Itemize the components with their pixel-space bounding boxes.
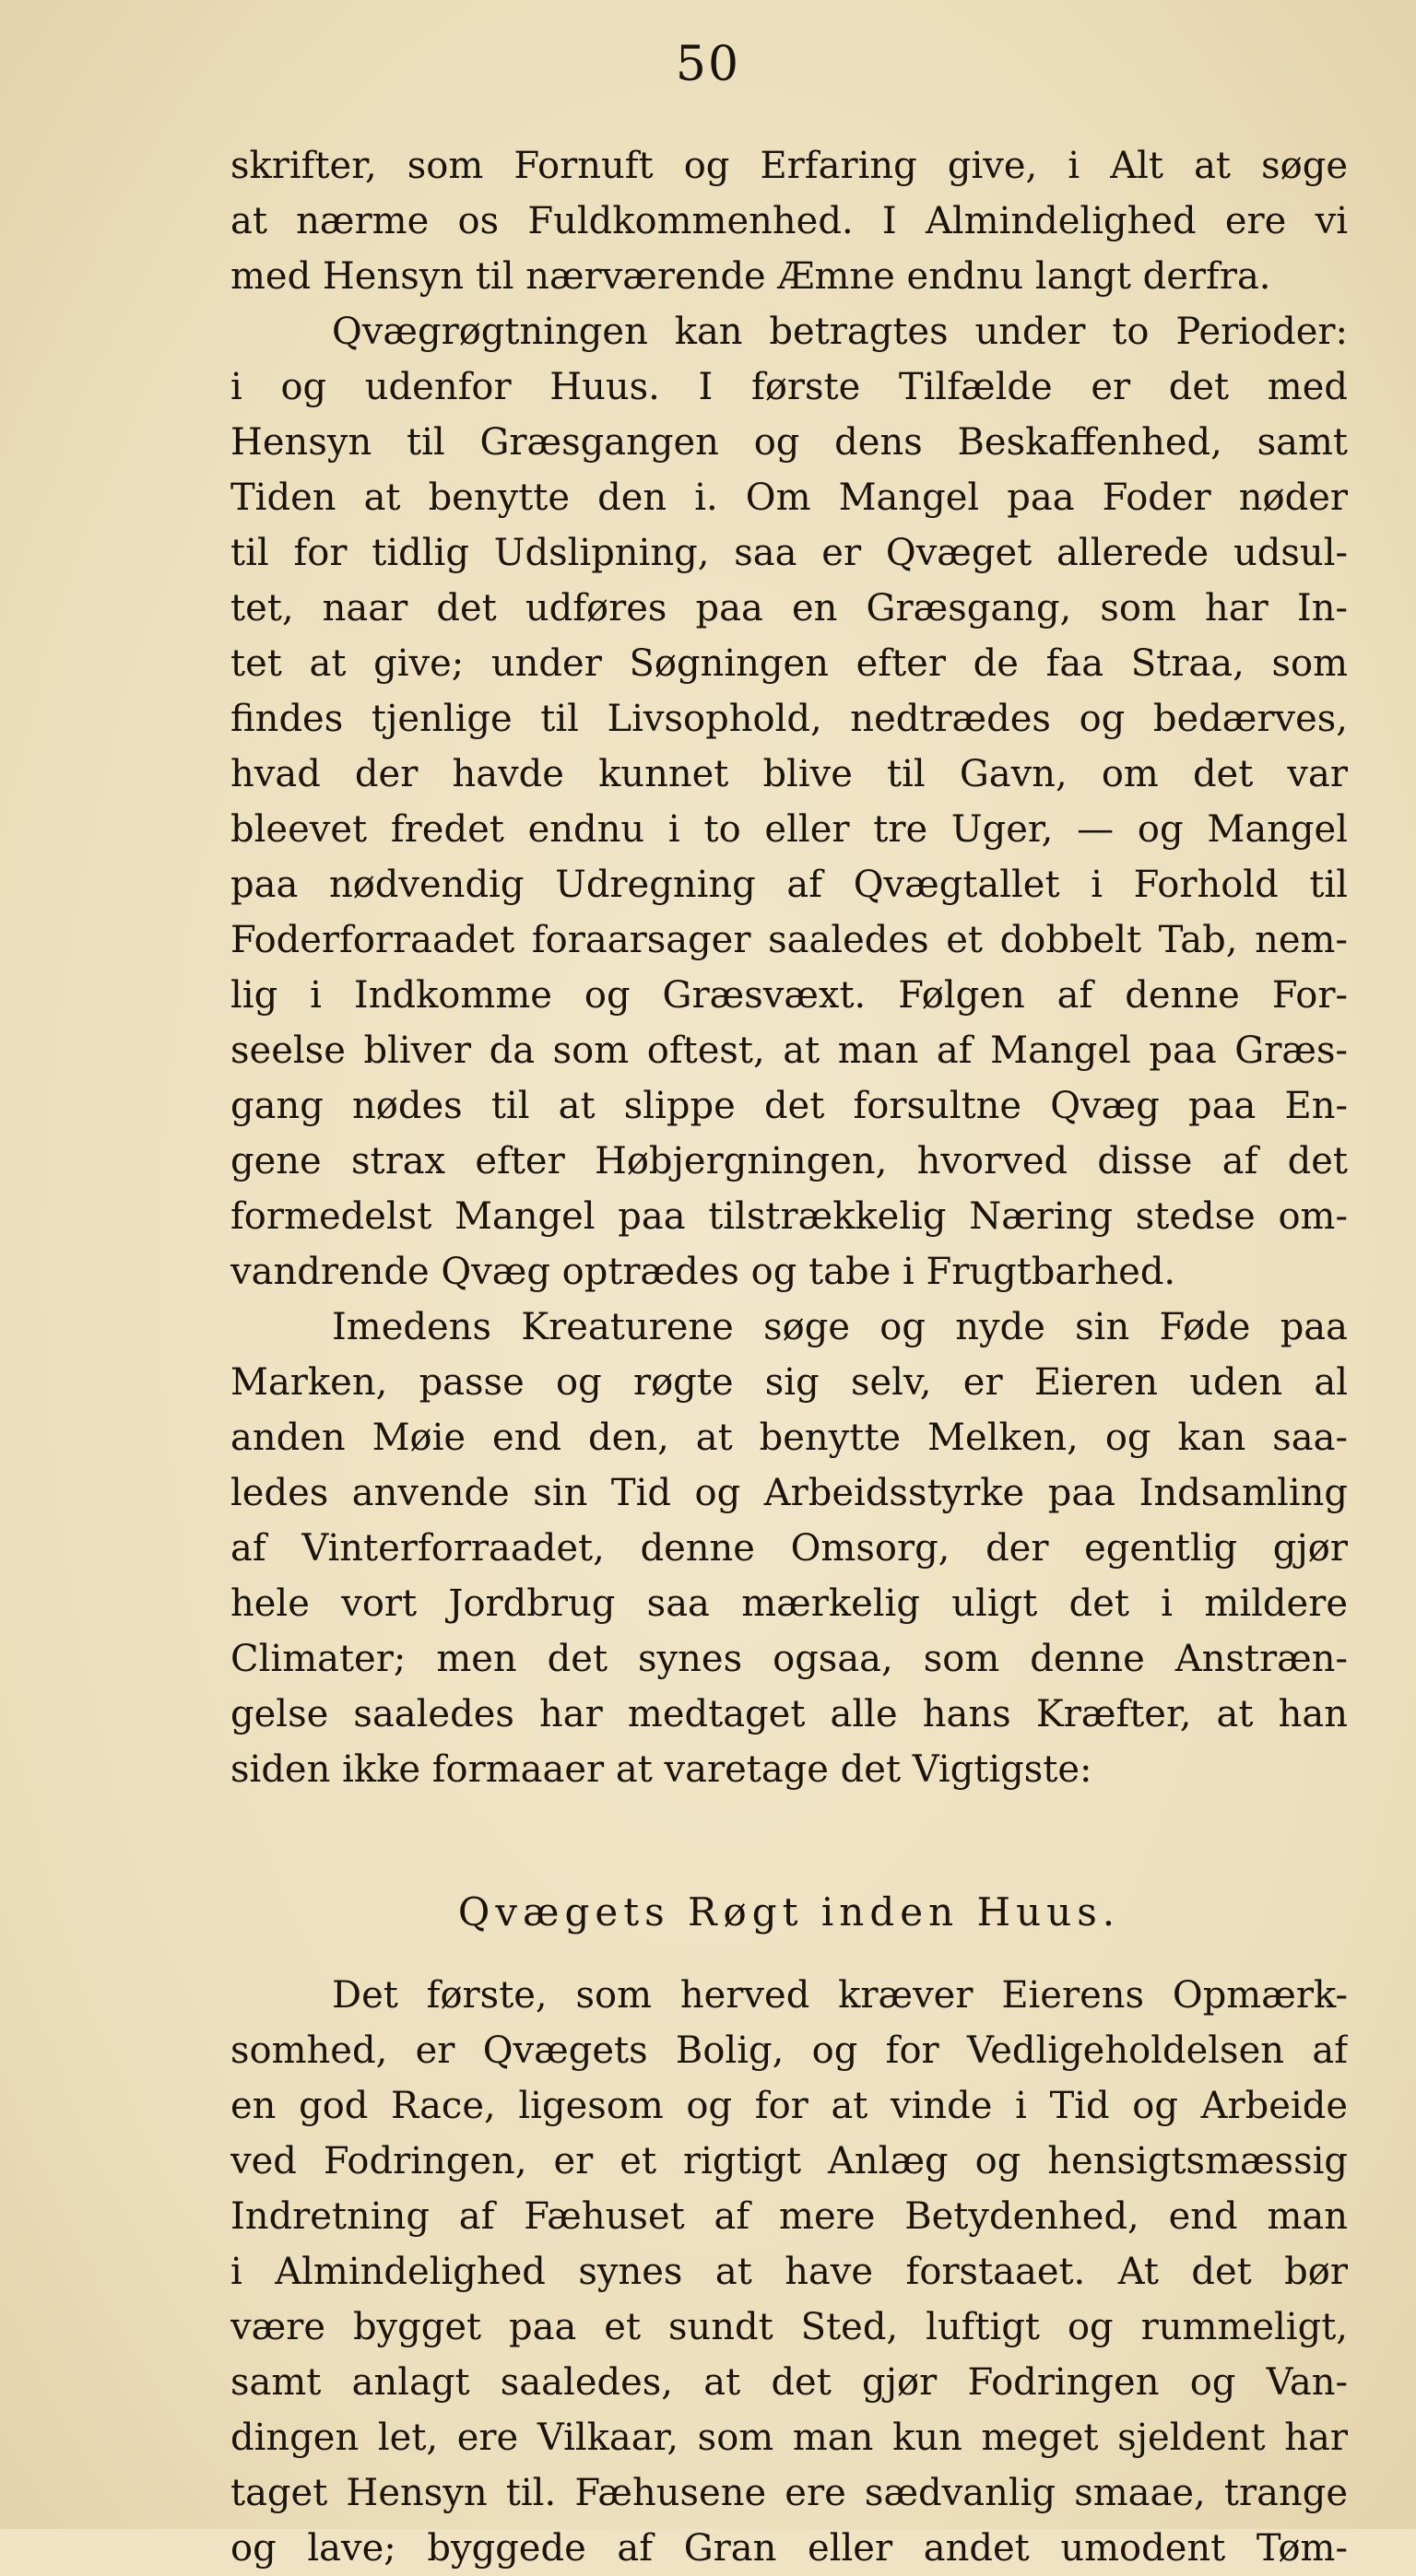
text-line: findes tjenlige til Livsophold, nedtrædes og bedærves,	[230, 698, 1348, 740]
section-heading: Qvægets Røgt inden Huus.	[457, 1889, 1121, 1935]
text-line: Hensyn til Græsgangen og dens Beskaffenhed, samt	[230, 421, 1348, 464]
text-line: Indretning af Fæhuset af mere Betydenhed, end man	[230, 2195, 1348, 2238]
text-line: samt anlagt saaledes, at det gjør Fodringen og Van-	[230, 2361, 1348, 2404]
text-line: til for tidlig Udslipning, saa er Qvæget allerede udsul-	[230, 532, 1348, 574]
text-line: Climater; men det synes ogsaa, som denne Anstræn-	[230, 1638, 1348, 1680]
text-line: og lave; byggede af Gran eller andet umodent Tøm-	[230, 2527, 1348, 2570]
text-line: en god Race, ligesom og for at vinde i Tid og Arbeide	[230, 2085, 1348, 2127]
text-line: skrifter, som Fornuft og Erfaring give, i Alt at søge	[230, 145, 1348, 187]
text-line: lig i Indkomme og Græsvæxt. Følgen af denne For-	[230, 974, 1348, 1017]
text-line: hele vort Jordbrug saa mærkelig uligt det i mildere	[230, 1582, 1348, 1625]
text-line: tet, naar det udføres paa en Græsgang, som har In-	[230, 587, 1348, 629]
text-line: Imedens Kreaturene søge og nyde sin Føde paa	[332, 1306, 1348, 1348]
text-line: gang nødes til at slippe det forsultne Qvæg paa En-	[230, 1085, 1348, 1127]
page-number: 50	[675, 37, 741, 92]
text-line: ved Fodringen, er et rigtigt Anlæg og hensigtsmæssig	[230, 2140, 1348, 2182]
text-line: i og udenfor Huus. I første Tilfælde er det med	[230, 366, 1348, 408]
text-line: være bygget paa et sundt Sted, luftigt og rummeligt,	[230, 2306, 1348, 2348]
text-line: tet at give; under Søgningen efter de faa Straa, som	[230, 642, 1348, 685]
text-line: Det første, som herved kræver Eierens Opmærk-	[332, 1974, 1348, 2017]
text-line: af Vinterforraadet, denne Omsorg, der egentlig gjør	[230, 1527, 1348, 1570]
text-line: dingen let, ere Vilkaar, som man kun meget sjeldent har	[230, 2417, 1348, 2459]
text-block	[230, 138, 1348, 2576]
text-line: gene strax efter Høbjergningen, hvorved disse af det	[230, 1140, 1348, 1182]
text-line: taget Hensyn til. Fæhusene ere sædvanlig smaae, trange	[230, 2472, 1348, 2514]
section-gap	[230, 1940, 1348, 1968]
text-line: med Hensyn til nærværende Æmne endnu langt derfra.	[230, 255, 1271, 298]
text-line: i Almindelighed synes at have forstaaet. At det bør	[230, 2251, 1348, 2293]
text-line: bleevet fredet endnu i to eller tre Uger, — og Mangel	[230, 808, 1348, 851]
text-line: somhed, er Qvægets Bolig, og for Vedligeholdelsen af	[230, 2029, 1348, 2072]
text-line: seelse bliver da som oftest, at man af Mangel paa Græs-	[230, 1029, 1348, 1072]
text-line: siden ikke formaaer at varetage det Vigtigste:	[230, 1748, 1092, 1791]
text-line: at nærme os Fuldkommenhed. I Almindelighed ere vi	[230, 200, 1348, 242]
text-line: gelse saaledes har medtaget alle hans Kræfter, at han	[230, 1693, 1348, 1735]
text-line: Marken, passe og røgte sig selv, er Eieren uden al	[230, 1361, 1348, 1404]
section-gap	[230, 1797, 1348, 1885]
text-line: anden Møie end den, at benytte Melken, og kan saa-	[230, 1417, 1348, 1459]
text-line: hvad der havde kunnet blive til Gavn, om det var	[230, 753, 1348, 795]
text-line: Foderforraadet foraarsager saaledes et dobbelt Tab, nem-	[230, 919, 1348, 961]
text-line: Qvægrøgtningen kan betragtes under to Perioder:	[332, 311, 1348, 353]
text-line: formedelst Mangel paa tilstrækkelig Næring stedse om-	[230, 1195, 1348, 1238]
text-line: ledes anvende sin Tid og Arbeidsstyrke paa Indsamling	[230, 1472, 1348, 1514]
text-line: vandrende Qvæg optrædes og tabe i Frugtbarhed.	[230, 1251, 1176, 1293]
text-line: Tiden at benytte den i. Om Mangel paa Foder nøder	[230, 476, 1348, 519]
text-line: paa nødvendig Udregning af Qvægtallet i Forhold til	[230, 864, 1348, 906]
